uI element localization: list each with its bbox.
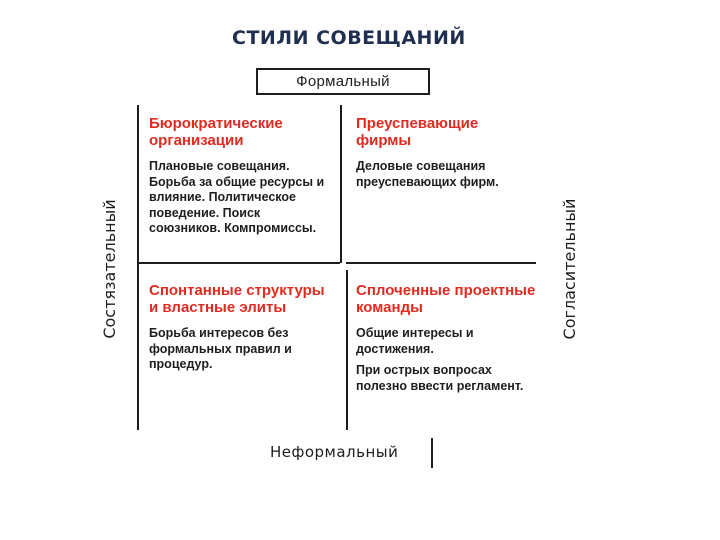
quadrant-project-teams: [356, 282, 536, 400]
quadrant-title: Преуспевающие фирмы: [356, 115, 479, 149]
quadrant-bureaucratic: [149, 115, 329, 243]
middle-divider-right: [346, 262, 536, 264]
quadrant-text: Общие интересы и достижения.: [356, 326, 474, 356]
center-divider-bottom: [346, 270, 348, 430]
axis-label-conciliatory: Согласительный: [560, 198, 579, 340]
quadrant-title: Сплоченные проектные команды: [356, 282, 536, 316]
diagram-title: СТИЛИ СОВЕЩАНИЙ: [232, 27, 466, 49]
axis-label-competitive: Состязательный: [100, 199, 119, 339]
quadrant-title: Спонтанные структуры и властные элиты: [149, 282, 325, 316]
quadrant-title: Бюрократические организации: [149, 115, 283, 149]
axis-label-formal: Формальный: [256, 68, 430, 95]
axis-label-informal: Неформальный: [270, 443, 399, 461]
left-border-line: [137, 105, 139, 430]
quadrant-text: При острых вопросах полезно ввести регламент.: [356, 363, 524, 393]
quadrant-text: Деловые совещания преуспевающих фирм.: [356, 159, 499, 189]
center-divider-top: [340, 105, 342, 263]
quadrant-text: Борьба интересов без формальных правил и процедур.: [149, 326, 292, 371]
quadrant-spontaneous-structures: [149, 282, 329, 379]
middle-divider-left: [137, 262, 340, 264]
bottom-axis-tick: [431, 438, 433, 468]
quadrant-prosperous-firms: [356, 115, 536, 196]
quadrant-text: Плановые совещания. Борьба за общие ресурсы и влияние. Политическое поведение. Поиск союзников. Компромиссы.: [149, 159, 325, 235]
